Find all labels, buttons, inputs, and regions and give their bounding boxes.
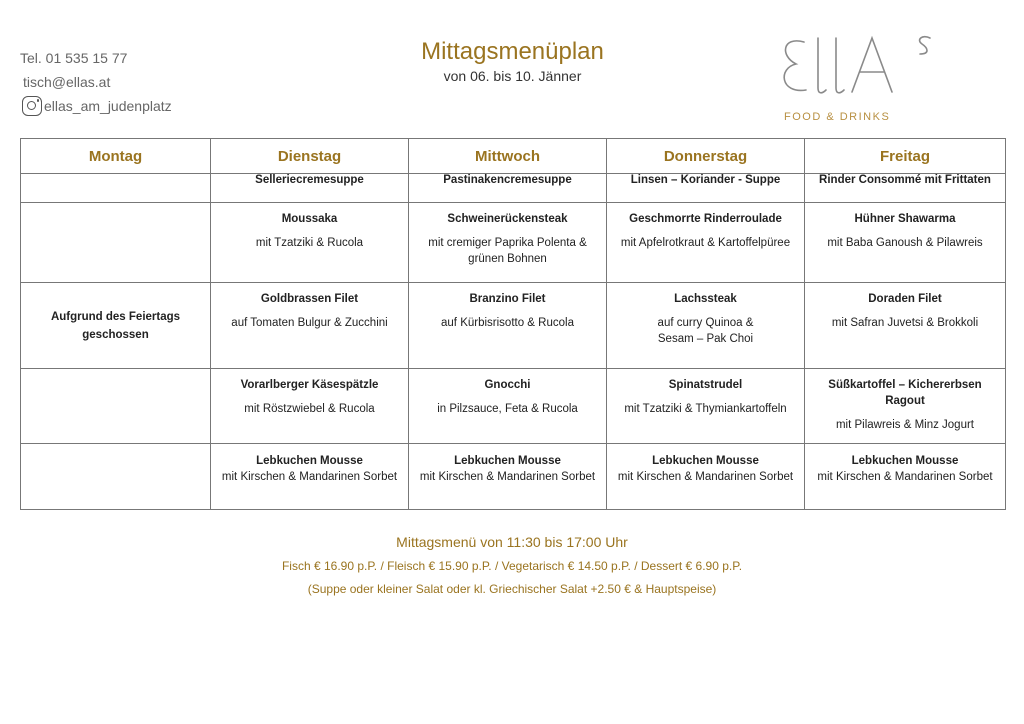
main-row-fish xyxy=(21,283,1006,369)
phone-number: Tel. 01 535 15 77 xyxy=(20,50,128,66)
title-block xyxy=(380,38,645,84)
footer xyxy=(0,534,1024,596)
dish-name: Hühner Shawarma xyxy=(854,213,956,225)
email-address: tisch@ellas.at xyxy=(23,74,111,90)
dish-name: Branzino Filet xyxy=(469,293,546,305)
menu-cell xyxy=(211,444,409,510)
menu-cell xyxy=(21,444,211,510)
menu-cell xyxy=(409,444,607,510)
instagram-handle: ellas_am_judenplatz xyxy=(44,98,172,114)
date-range: von 06. bis 10. Jänner xyxy=(443,68,582,84)
menu-cell xyxy=(211,369,409,444)
dessert-side: mit Kirschen & Mandarinen Sorbet xyxy=(817,471,993,483)
dessert-side: mit Kirschen & Mandarinen Sorbet xyxy=(221,471,398,483)
menu-table xyxy=(20,138,1006,510)
dish-side: mit Tzatziki & Rucola xyxy=(255,237,364,249)
price-note: (Suppe oder kleiner Salat oder kl. Griechischer Salat +2.50 € & Hauptspeise) xyxy=(307,582,717,596)
price-list: Fisch € 16.90 p.P. / Fleisch € 15.90 p.P. / Vegetarisch € 14.50 p.P. / Dessert € 6.90 p.P. xyxy=(281,559,743,573)
dish-name: Doraden Filet xyxy=(868,293,942,305)
soup-cell: Rinder Consommé mit Frittaten xyxy=(805,174,1006,203)
dessert-row xyxy=(21,444,1006,510)
dessert-name: Lebkuchen Mousse xyxy=(851,455,959,467)
ellas-logo xyxy=(770,28,940,128)
dessert-side: mit Kirschen & Mandarinen Sorbet xyxy=(419,471,596,483)
menu-cell xyxy=(409,203,607,283)
dessert-name: Lebkuchen Mousse xyxy=(256,455,363,467)
dish-side: mit Baba Ganoush & Pilawreis xyxy=(827,237,983,249)
soup-cell: Selleriecremesuppe xyxy=(211,174,409,203)
dish-name: Vorarlberger Käsespätzle xyxy=(240,379,379,391)
menu-cell xyxy=(805,283,1006,369)
dish-name: Süßkartoffel – Kichererbsen Ragout xyxy=(828,379,982,407)
ellas-logo-mark xyxy=(770,28,940,108)
holiday-note-line2: geschossen xyxy=(82,328,149,341)
holiday-note-cell xyxy=(21,283,211,369)
dish-side: mit Röstzwiebel & Rucola xyxy=(244,403,375,415)
menu-cell xyxy=(805,444,1006,510)
dish-name: Lachssteak xyxy=(674,293,737,305)
email-row xyxy=(20,70,172,94)
main-row-vegetarian xyxy=(21,369,1006,444)
dish-side: auf Kürbisrisotto & Rucola xyxy=(441,317,574,329)
menu-cell xyxy=(805,203,1006,283)
dish-side: auf Tomaten Bulgur & Zucchini xyxy=(231,317,388,329)
dish-name: Schweinerückensteak xyxy=(447,213,568,225)
dish-name: Spinatstrudel xyxy=(668,379,743,391)
dish-side: in Pilzsauce, Feta & Rucola xyxy=(437,403,578,415)
dish-side: auf curry Quinoa & Sesam – Pak Choi xyxy=(657,317,754,345)
instagram-icon xyxy=(22,96,42,116)
logo-tagline: FOOD & DRINKS xyxy=(784,111,891,123)
dish-name: Gnocchi xyxy=(484,379,531,391)
day-header-montag: Montag xyxy=(21,139,211,174)
dish-name: Moussaka xyxy=(281,213,338,225)
menu-cell xyxy=(409,369,607,444)
dish-side: mit cremiger Paprika Polenta & grünen Bohnen xyxy=(428,237,587,265)
menu-cell xyxy=(607,444,805,510)
dish-name: Geschmorrte Rinderroulade xyxy=(629,213,782,225)
day-header-donnerstag: Donnerstag xyxy=(607,139,805,174)
menu-cell xyxy=(607,283,805,369)
day-header-freitag: Freitag xyxy=(805,139,1006,174)
day-header-dienstag: Dienstag xyxy=(211,139,409,174)
menu-cell xyxy=(21,369,211,444)
menu-cell xyxy=(409,283,607,369)
soup-cell: Pastinakencremesuppe xyxy=(409,174,607,203)
dessert-name: Lebkuchen Mousse xyxy=(652,455,759,467)
soup-row xyxy=(21,174,1006,203)
menu-cell xyxy=(21,203,211,283)
day-header-row xyxy=(21,139,1006,174)
phone-row xyxy=(20,46,172,70)
page-title: Mittagsmenüplan xyxy=(421,38,604,65)
menu-cell xyxy=(607,369,805,444)
contact-block xyxy=(20,46,172,118)
dessert-side: mit Kirschen & Mandarinen Sorbet xyxy=(617,471,794,483)
dish-side: mit Tzatziki & Thymiankartoffeln xyxy=(624,403,787,415)
day-header-mittwoch: Mittwoch xyxy=(409,139,607,174)
dish-side: mit Safran Juvetsi & Brokkoli xyxy=(831,317,979,329)
main-row-meat xyxy=(21,203,1006,283)
menu-cell xyxy=(805,369,1006,444)
menu-cell xyxy=(607,203,805,283)
instagram-row xyxy=(20,94,172,118)
menu-cell xyxy=(211,283,409,369)
dish-side: mit Apfelrotkraut & Kartoffelpüree xyxy=(620,237,791,249)
dish-name: Goldbrassen Filet xyxy=(260,293,359,305)
dish-side: mit Pilawreis & Minz Jogurt xyxy=(835,419,975,431)
menu-cell xyxy=(211,203,409,283)
holiday-note-line1: Aufgrund des Feiertags xyxy=(50,310,181,323)
soup-cell xyxy=(21,174,211,203)
dessert-name: Lebkuchen Mousse xyxy=(454,455,561,467)
soup-cell: Linsen – Koriander - Suppe xyxy=(607,174,805,203)
menu-hours: Mittagsmenü von 11:30 bis 17:00 Uhr xyxy=(396,534,628,550)
